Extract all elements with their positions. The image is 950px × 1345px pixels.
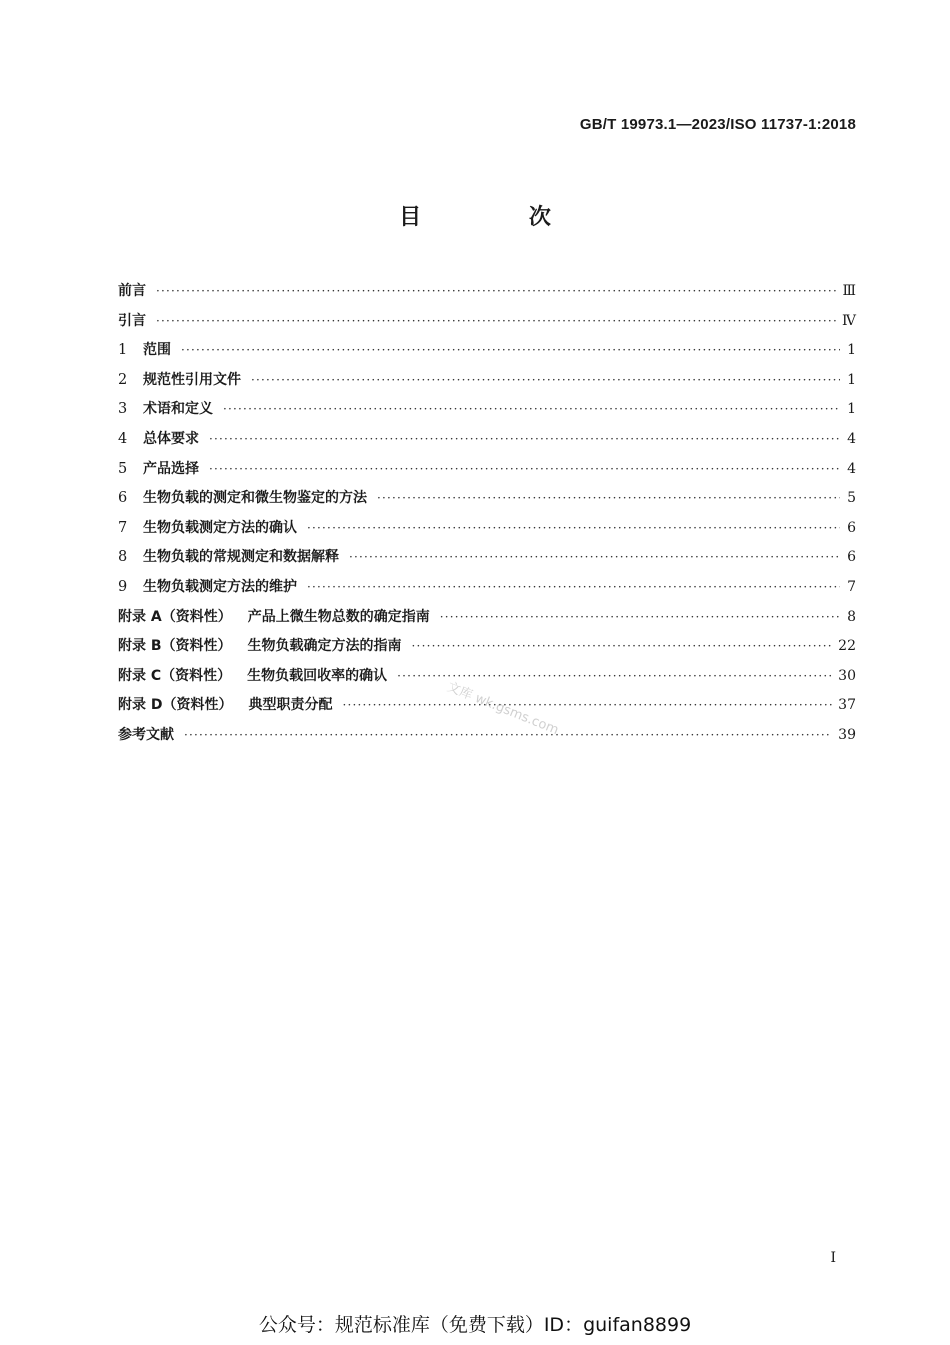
toc-entry-page: 7: [847, 578, 856, 595]
toc-entry-2[interactable]: [118, 369, 856, 399]
toc-entry-text: 前言: [118, 283, 146, 299]
toc-entry-text: 总体要求: [143, 430, 199, 447]
toc-entry-number: 4: [118, 430, 128, 447]
toc-entry-page: 22: [838, 638, 856, 655]
toc-leader-dots: [343, 698, 833, 712]
toc-entry-page: 39: [838, 726, 856, 743]
toc-leader-dots: [377, 491, 840, 505]
toc-entry-7[interactable]: [118, 517, 856, 547]
toc-entry-text: 范围: [143, 342, 171, 359]
toc-entry-1[interactable]: [118, 339, 856, 369]
toc-entry-text: 参考文献: [118, 726, 174, 743]
toc-entry-page: 8: [847, 608, 856, 625]
toc-leader-dots: [307, 580, 840, 594]
toc-leader-dots: [209, 462, 840, 476]
toc-leader-dots: [349, 550, 840, 564]
toc-entry-text: 生物负载的测定和微生物鉴定的方法: [143, 490, 367, 507]
toc-entry-number: 7: [118, 519, 128, 536]
toc-leader-dots: [181, 343, 840, 357]
toc-entry-5[interactable]: [118, 458, 856, 488]
toc-entry-text: 术语和定义: [143, 401, 213, 418]
toc-entry-page: 5: [847, 490, 856, 507]
toc-entry-3[interactable]: [118, 398, 856, 428]
toc-entry-number: 5: [118, 460, 128, 477]
toc-leader-dots: [156, 284, 836, 298]
toc-entry-text: 引言: [118, 312, 146, 329]
toc-leader-dots: [440, 610, 840, 624]
toc-entry-text: 生物负载测定方法的维护: [143, 578, 297, 595]
toc-annex-label: 附录 A（资料性）: [118, 608, 232, 625]
toc-entry-page: 1: [847, 342, 856, 359]
standard-code: GB/T 19973.1—2023/ISO 11737-1:2018: [579, 116, 856, 133]
toc-leader-dots: [209, 432, 840, 446]
toc-entry-page: 30: [838, 667, 856, 684]
toc-entry-bibliography[interactable]: [118, 724, 856, 754]
watermark: 文库 wk.gsms.com: [444, 679, 561, 739]
toc-title: 目 次: [399, 205, 601, 230]
toc-leader-dots: [156, 314, 836, 328]
toc-entry-text: 产品上微生物总数的确定指南: [247, 608, 430, 625]
toc-entry-preface[interactable]: [118, 280, 856, 310]
toc-entry-page: 1: [847, 371, 856, 388]
toc-annex-label: 附录 C（资料性）: [118, 667, 232, 684]
page-number: I: [830, 1250, 836, 1266]
toc-leader-dots: [184, 728, 832, 742]
toc-entry-text: 产品选择: [143, 460, 199, 477]
toc-entry-number: 8: [118, 549, 128, 566]
toc-list: [118, 280, 856, 754]
toc-entry-page: Ⅳ: [842, 312, 856, 329]
toc-entry-page: 4: [847, 430, 856, 447]
toc-leader-dots: [307, 521, 840, 535]
toc-entry-page: 4: [847, 460, 856, 477]
toc-leader-dots: [223, 402, 840, 416]
toc-entry-text: 生物负载确定方法的指南: [247, 638, 402, 655]
toc-entry-number: 9: [118, 578, 128, 595]
toc-entry-8[interactable]: [118, 546, 856, 576]
toc-entry-number: 6: [118, 490, 128, 507]
toc-entry-text: 生物负载测定方法的确认: [143, 519, 297, 536]
toc-entry-page: 37: [838, 697, 856, 714]
toc-entry-page: 6: [847, 549, 856, 566]
toc-entry-number: 3: [118, 401, 128, 418]
toc-entry-number: 2: [118, 371, 128, 388]
toc-leader-dots: [412, 639, 833, 653]
toc-entry-page: 1: [847, 401, 856, 418]
toc-entry-9[interactable]: [118, 576, 856, 606]
toc-entry-text: 生物负载的常规测定和数据解释: [143, 549, 339, 566]
toc-entry-number: 1: [118, 342, 128, 359]
footer-note: 公众号：规范标准库（免费下载）ID：guifan8899: [258, 1314, 692, 1336]
toc-entry-annex-b[interactable]: [118, 635, 856, 665]
toc-annex-label: 附录 B（资料性）: [118, 638, 232, 655]
toc-entry-text: 典型职责分配: [248, 697, 333, 714]
toc-entry-page: 6: [847, 519, 856, 536]
toc-entry-annex-a[interactable]: [118, 606, 856, 636]
toc-annex-label: 附录 D（资料性）: [118, 697, 233, 714]
toc-entry-text: 生物负载回收率的确认: [247, 667, 388, 684]
toc-entry-text: 规范性引用文件: [143, 371, 241, 388]
toc-leader-dots: [251, 373, 840, 387]
toc-entry-6[interactable]: [118, 487, 856, 517]
toc-entry-introduction[interactable]: [118, 310, 856, 340]
toc-entry-4[interactable]: [118, 428, 856, 458]
toc-entry-page: Ⅲ: [842, 283, 856, 299]
